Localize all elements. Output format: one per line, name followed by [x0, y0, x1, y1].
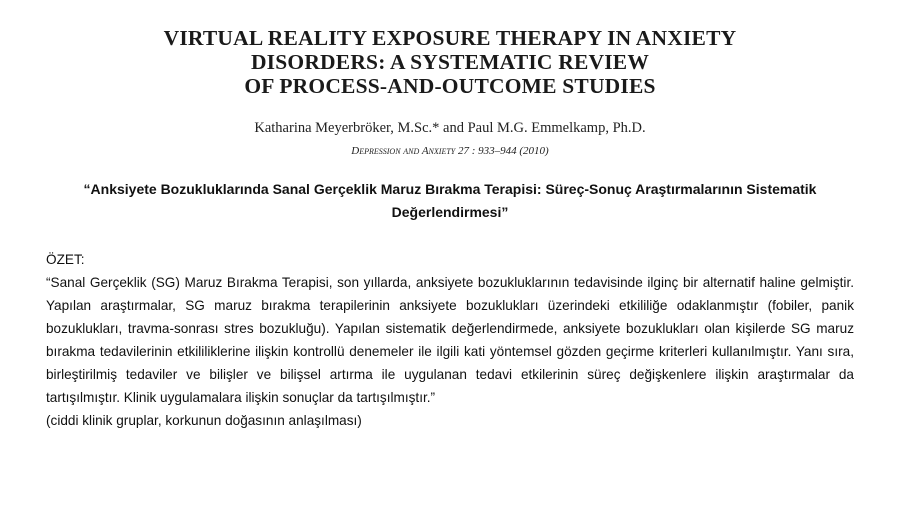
summary-note: (ciddi klinik gruplar, korkunun doğasının anlaşılması): [46, 413, 362, 428]
paper-authors: Katharina Meyerbröker, M.Sc.* and Paul M.G. Emmelkamp, Ph.D.: [254, 120, 646, 136]
translated-title: “Anksiyete Bozukluklarında Sanal Gerçeklik Maruz Bırakma Terapisi: Süreç-Sonuç Araştırmalarının Sistematik Değerlendirmesi”: [83, 181, 817, 220]
paper-header: [0, 26, 900, 157]
summary-body: “Sanal Gerçeklik (SG) Maruz Bırakma Terapisi, son yıllarda, anksiyete bozukluklarının tedavisinde ilginç bir alternatif haline gelmiştir. Yapılan araştırmalar, SG maruz bırakma terapilerinin anksiyete bozuklukları üzerindeki etkililiğe odaklanmıştır (fobiler, panik bozuklukları, travma-sonrası stres bozukluğu). Yapılan sistematik değerlendirmede, anksiyete bozuklukları olan kişilerde SG maruz bırakma tedavilerinin etkililiklerine ilişkin kontrollü denemeler ile ilgili kati yöntemsel gözden geçirme kriterleri kullanılmıştır. Yanı sıra, birleştirilmiş tedaviler ve bilişler ve bilişsel artırma ile uygulanan tedavi etkilerinin süreç değişkenlere ilişkin araştırmalar da tartışılmıştır. Klinik uygulamalara ilişkin sonuçlar da tartışılmıştır.”: [46, 275, 854, 405]
summary-section: [46, 248, 854, 432]
journal-citation: [0, 145, 900, 157]
paper-title: [0, 26, 900, 98]
paper-title-line: DISORDERS: A SYSTEMATIC REVIEW: [250, 50, 650, 74]
journal-name: Depression and Anxiety: [351, 145, 456, 157]
paper-title-line: OF PROCESS-AND-OUTCOME STUDIES: [244, 74, 656, 98]
paper-title-line: VIRTUAL REALITY EXPOSURE THERAPY IN ANXIETY: [163, 26, 737, 50]
journal-reference: 27 : 933–944 (2010): [457, 145, 549, 157]
summary-label: ÖZET:: [46, 252, 85, 267]
